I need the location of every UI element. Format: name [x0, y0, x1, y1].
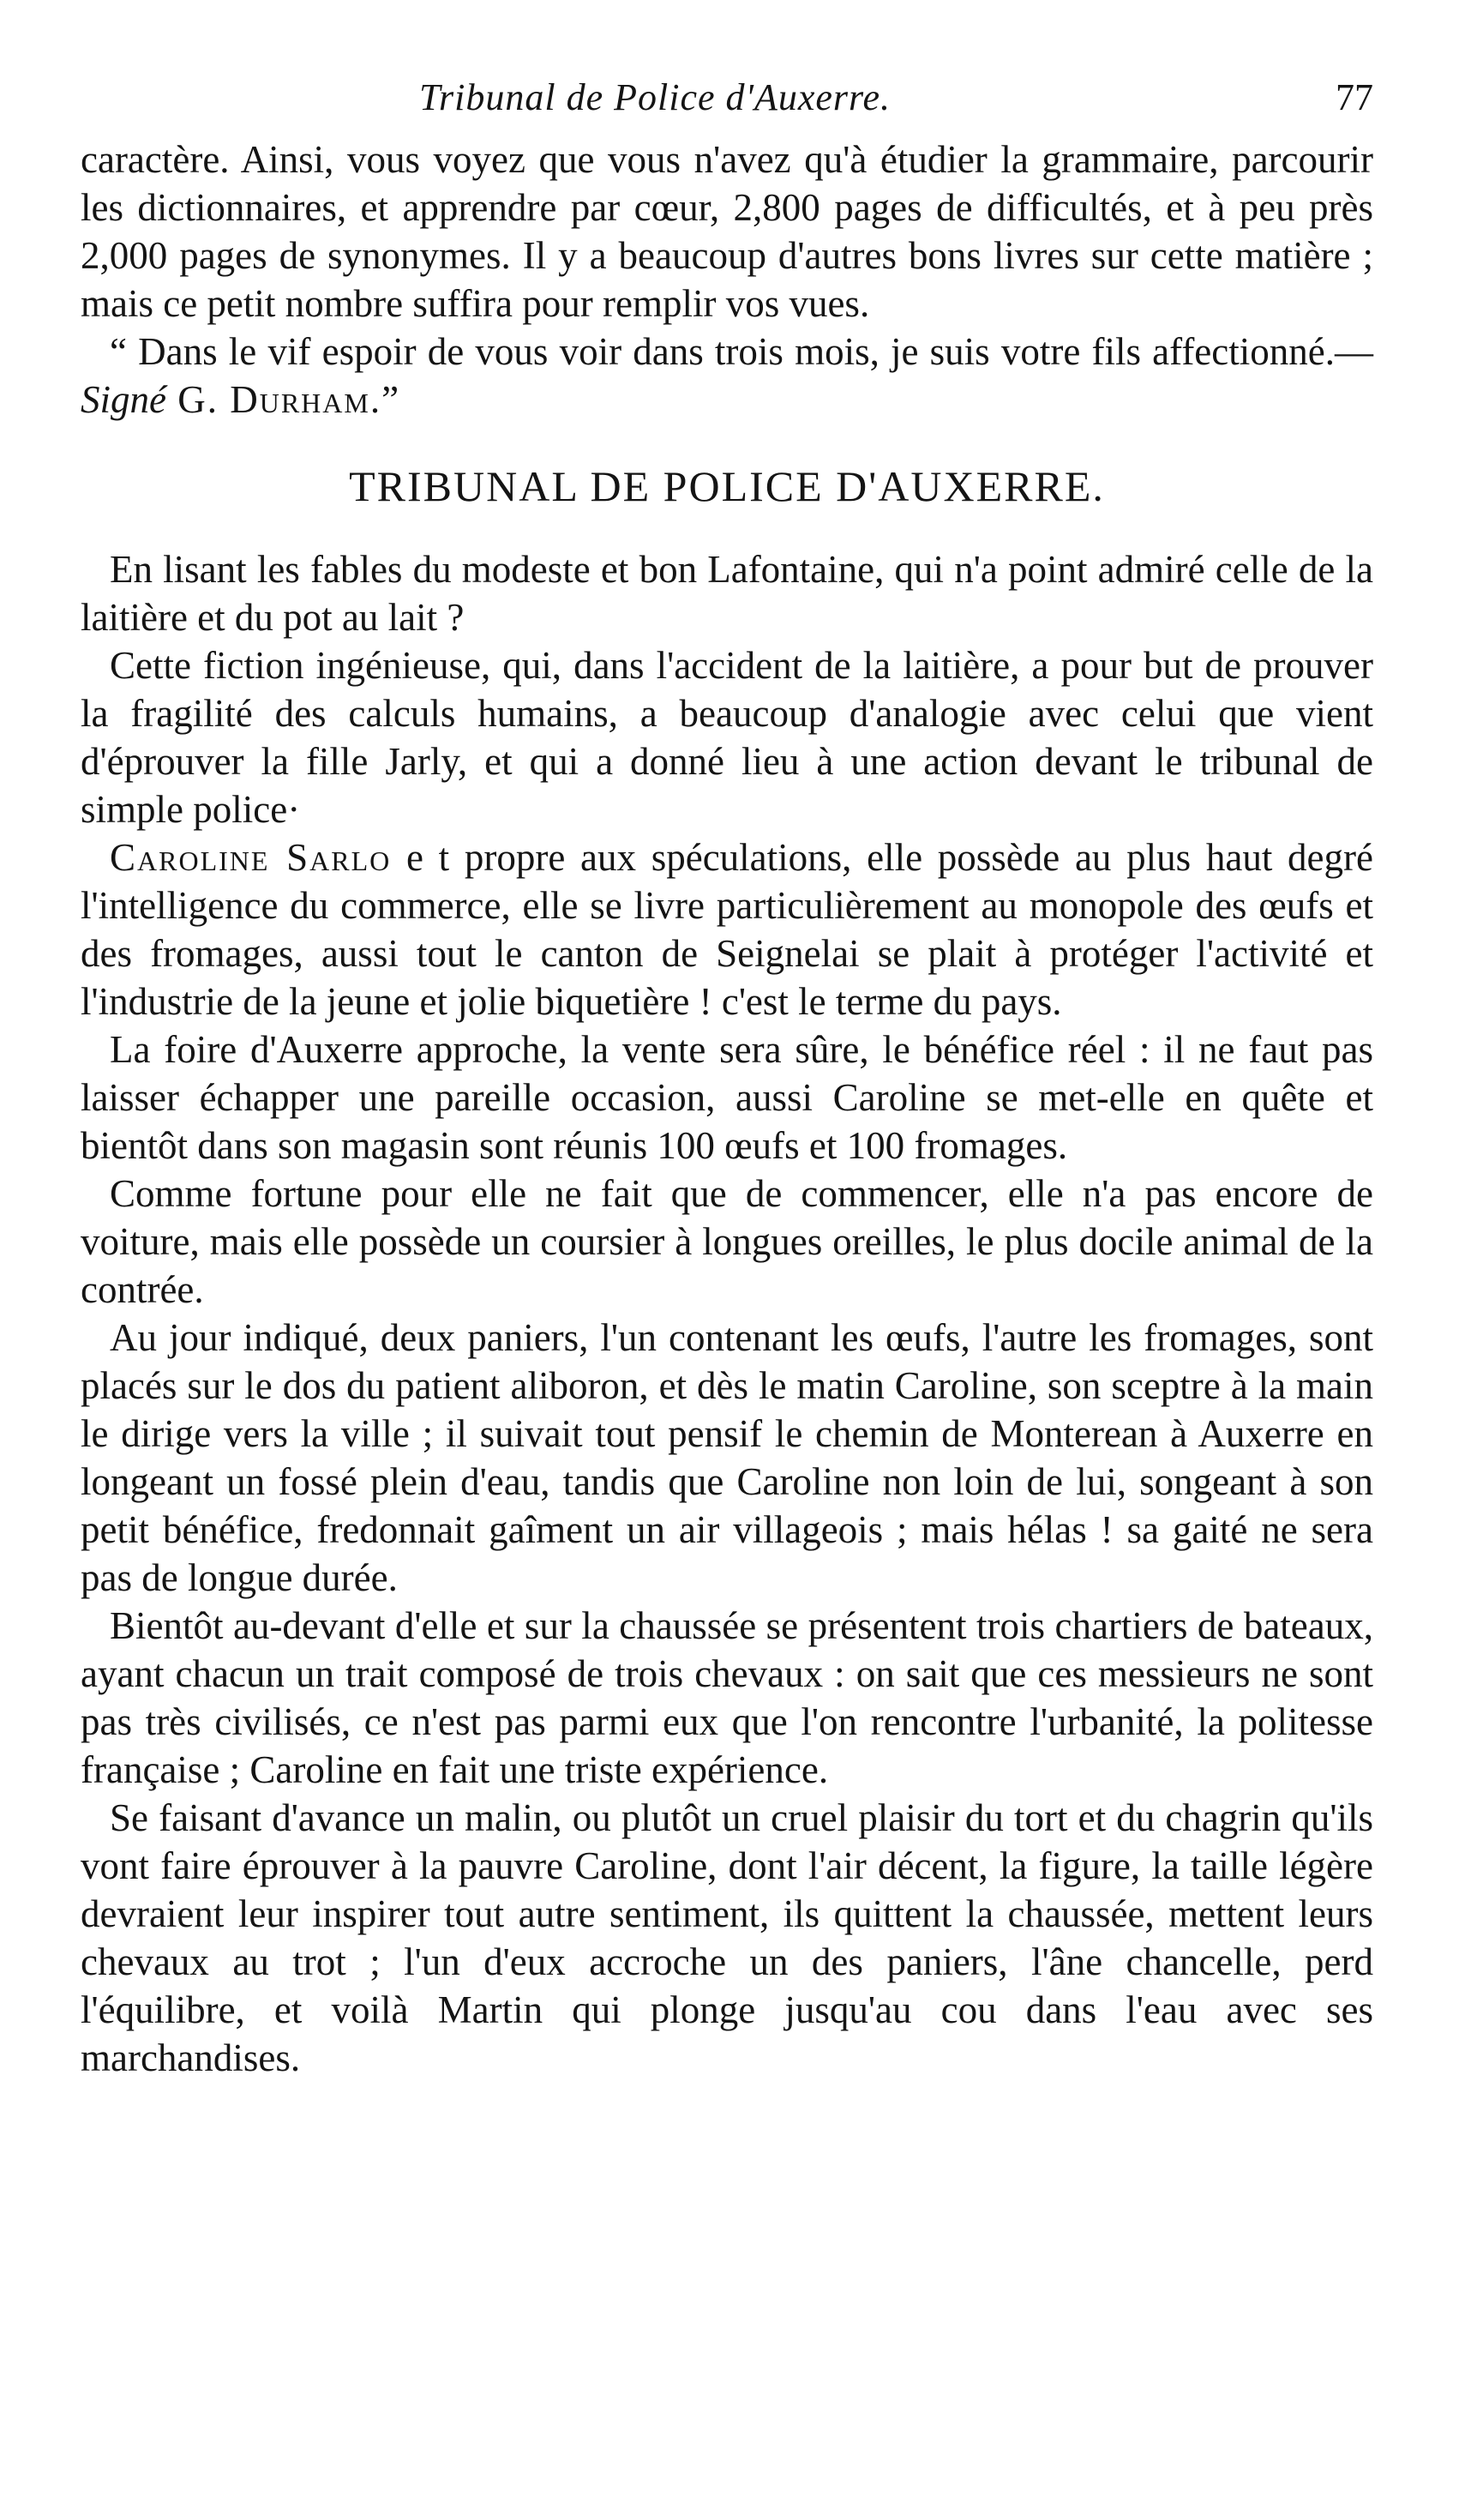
running-head-title: Tribunal de Police d'Auxerre. — [419, 76, 892, 118]
page-number: 77 — [1336, 76, 1373, 118]
signed-word: Signé — [81, 378, 166, 421]
article-paragraph: La foire d'Auxerre approche, la vente sera sûre, le bénéfice réel : il ne faut pas laisser échapper une pareille occasion, aussi Caroline se met-elle en quête et bientôt dans son magasin sont réunis 100 œufs et 100 fromages. — [81, 1028, 1373, 1167]
article-paragraph: Au jour indiqué, deux paniers, l'un contenant les œufs, l'autre les fromages, sont placés sur le dos du patient aliboron, et dès le matin Caroline, son sceptre à la main le dirige vers la ville ; il suivait tout pensif le chemin de Monterean à Auxerre en longeant un fossé plein d'eau, tandis que Caroline non loin de lui, songeant à son petit bénéfice, fredonnait gaîment un air villageois ; mais hélas ! sa gaité ne sera pas de longue durée. — [81, 1316, 1373, 1599]
closing-quote: ” — [381, 378, 399, 421]
article-paragraph: Se faisant d'avance un malin, ou plutôt un cruel plaisir du tort et du chagrin qu'ils vont faire éprouver à la pauvre Caroline, dont l'air décent, la figure, la taille légère devraient leur inspirer tout autre sentiment, ils quittent la chaussée, mettent leurs chevaux au trot ; l'un d'eux accroche un des paniers, l'âne chancelle, perd l'équilibre, et voilà Martin qui plonge jusqu'au cou dans l'eau avec ses marchandises. — [81, 1796, 1373, 2079]
article-paragraph: Bientôt au-devant d'elle et sur la chaussée se présentent trois chartiers de bateaux, ayant chacun un trait composé de trois chevaux : on sait que ces messieurs ne sont pas très civilisés, ce n'est pas parmi eux que l'on rencontre l'urbanité, la politesse française ; Caroline en fait une triste expérience. — [81, 1604, 1373, 1791]
article-paragraph — [81, 833, 1373, 1025]
article-body — [81, 545, 1373, 2082]
book-page — [81, 75, 1373, 2082]
letter-closing-text: “ Dans le vif espoir de vous voir dans trois mois, je suis votre fils affectionné.— — [110, 330, 1373, 373]
article-paragraph: Comme fortune pour elle ne fait que de commencer, elle n'a pas encore de voiture, mais elle possède un coursier à longues oreilles, le plus docile animal de la contrée. — [81, 1172, 1373, 1311]
signature-name: G. Durham. — [165, 378, 382, 421]
person-name: Caroline Sarlo — [110, 836, 392, 879]
letter-closing — [81, 328, 1373, 424]
letter-paragraph: caractère. Ainsi, vous voyez que vous n'avez qu'à étudier la grammaire, parcourir les dictionnaires, et apprendre par cœur, 2,800 pages de difficultés, et à peu près 2,000 pages de synonymes. Il y a beaucoup d'autres bons livres sur cette matière ; mais ce petit nombre suffira pour remplir vos vues. — [81, 138, 1373, 325]
article-paragraph: En lisant les fables du modeste et bon Lafontaine, qui n'a point admiré celle de la laitière et du pot au lait ? — [81, 548, 1373, 639]
article-heading: TRIBUNAL DE POLICE D'AUXERRE. — [349, 462, 1105, 510]
running-head — [81, 75, 1373, 135]
article-paragraph: Cette fiction ingénieuse, qui, dans l'accident de la laitière, a pour but de prouver la fragilité des calculs humains, a beaucoup d'analogie avec celui que vient d'éprouver la fille Jarly, et qui a donné lieu à une action devant le tribunal de simple police· — [81, 644, 1373, 831]
paragraph-text: e t propre aux spéculations, elle possède au plus haut degré l'intelligence du commerce, elle se livre particulièrement au monopole des œufs et des fromages, aussi tout le canton de Seignelai se plait à protéger l'activité et l'industrie de la jeune et jolie biquetière ! c'est le terme du pays. — [81, 836, 1373, 1023]
letter-conclusion — [81, 135, 1373, 424]
